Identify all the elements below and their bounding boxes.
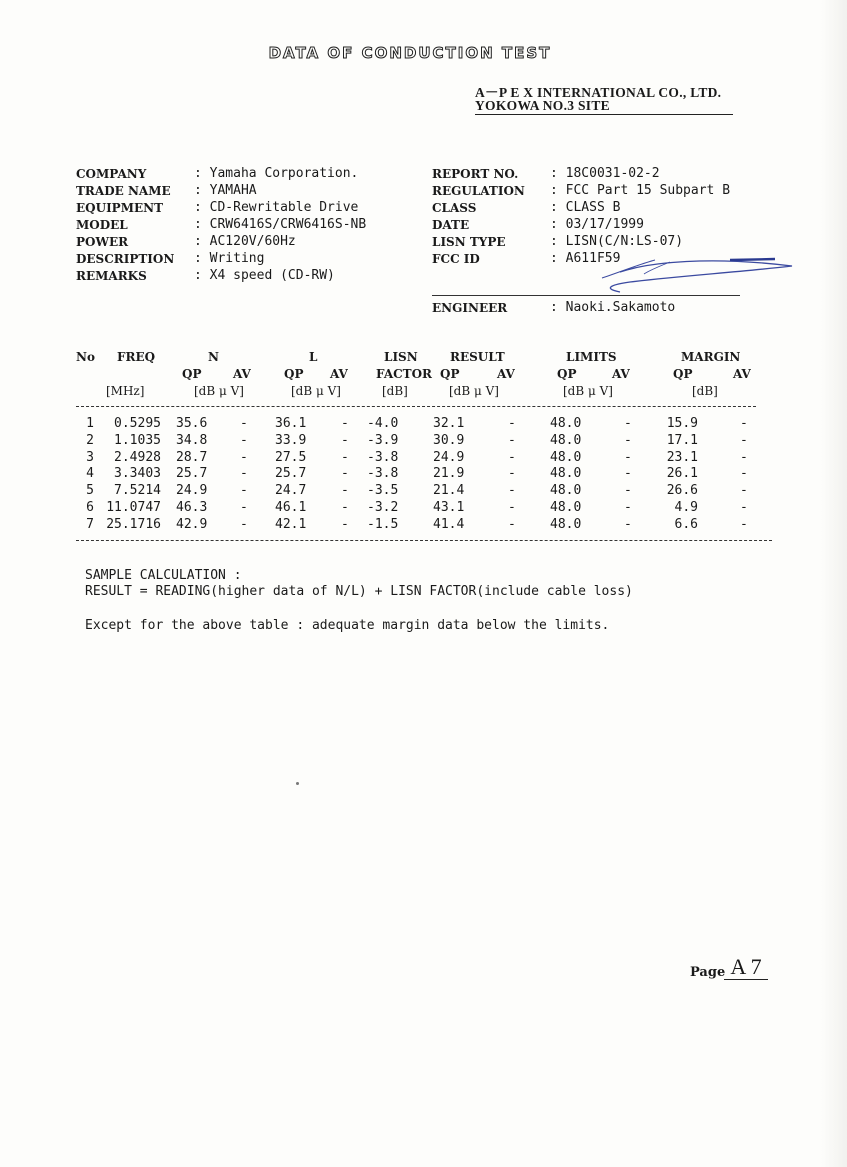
margin-unit: [dB]: [692, 384, 718, 398]
cell-no: 6: [86, 500, 94, 515]
cell-mar-av: -: [740, 516, 748, 532]
page-title: DATA OF CONDUCTION TEST: [268, 44, 552, 62]
cell-lim-av: -: [624, 449, 632, 465]
cell-mar-qp: 15.9: [666, 416, 698, 431]
description-label: DESCRIPTION: [76, 252, 175, 266]
cell-lim-qp: 48.0: [550, 449, 582, 465]
cell-mar-av: -: [740, 432, 748, 448]
cell-lisn: -3.8: [367, 466, 399, 482]
cell-freq: 0.5295: [114, 416, 161, 431]
cell-n-qp: 46.3: [176, 500, 208, 515]
cell-lisn: -3.9: [367, 432, 399, 448]
class-value: : CLASS B: [550, 200, 621, 215]
lisn-type-value: : LISN(C/N:LS-07): [550, 234, 684, 249]
company-label: COMPANY: [76, 167, 147, 181]
cell-res-qp: 41.4: [433, 516, 465, 532]
company-value: : Yamaha Corporation.: [194, 166, 359, 181]
engineer-label: ENGINEER: [432, 301, 508, 315]
cell-l-qp: 36.1: [275, 416, 307, 431]
cell-lim-qp: 48.0: [550, 416, 582, 431]
remarks-value-text: X4 speed (CD-RW): [209, 268, 335, 283]
class-value-text: CLASS B: [565, 200, 621, 215]
l-unit: [dB μ V]: [291, 384, 341, 398]
remarks-label: REMARKS: [76, 269, 147, 283]
n-av-header: AV: [233, 367, 251, 381]
cell-l-av: -: [341, 416, 349, 431]
lisn-type-label: LISN TYPE: [432, 235, 506, 249]
model-value-text: CRW6416S/CRW6416S-NB: [209, 217, 367, 232]
fcc-id-label: FCC ID: [432, 252, 480, 266]
cell-lisn: -3.8: [367, 449, 399, 465]
engineer-value-text: Naoki.Sakamoto: [565, 300, 676, 315]
cell-mar-qp: 26.6: [666, 483, 698, 499]
cell-no: 1: [86, 416, 94, 431]
col-result: RESULT: [450, 350, 505, 364]
regulation-value-text: FCC Part 15 Subpart B: [565, 183, 731, 198]
cell-no: 3: [86, 449, 94, 465]
date-value: : 03/17/1999: [550, 217, 644, 232]
cell-mar-qp: 17.1: [666, 432, 698, 448]
cell-lim-qp: 48.0: [550, 483, 582, 499]
cell-lim-qp: 48.0: [550, 516, 582, 532]
l-av-header: AV: [330, 367, 348, 381]
cell-mar-av: -: [740, 449, 748, 465]
sample-calc-title: SAMPLE CALCULATION :: [85, 568, 242, 583]
report-no-value-text: 18C0031-02-2: [565, 166, 660, 181]
cell-lisn: -4.0: [367, 416, 399, 431]
cell-l-av: -: [341, 483, 349, 499]
company-value-text: Yamaha Corporation.: [209, 166, 359, 181]
cell-l-qp: 25.7: [275, 466, 307, 482]
cell-n-av: -: [240, 416, 248, 431]
engineer-value: : Naoki.Sakamoto: [550, 300, 676, 315]
cell-n-qp: 42.9: [176, 516, 208, 532]
report-no-value: : 18C0031-02-2: [550, 166, 660, 181]
report-no-label: REPORT NO.: [432, 167, 519, 181]
description-value: : Writing: [194, 251, 265, 266]
cell-mar-av: -: [740, 416, 748, 431]
cell-lim-qp: 48.0: [550, 500, 582, 515]
col-no: No: [76, 350, 95, 364]
cell-l-qp: 33.9: [275, 432, 307, 448]
result-av-header: AV: [497, 367, 515, 381]
col-lisn: LISN: [384, 350, 418, 364]
engineer-signature-line: [432, 295, 740, 296]
cell-mar-av: -: [740, 500, 748, 515]
cell-lisn: -1.5: [367, 516, 399, 532]
cell-no: 5: [86, 483, 94, 499]
cell-freq: 25.1716: [106, 516, 161, 532]
class-label: CLASS: [432, 201, 477, 215]
col-freq: FREQ: [117, 350, 156, 364]
limits-unit: [dB μ V]: [563, 384, 613, 398]
power-value-text: AC120V/60Hz: [209, 234, 296, 249]
cell-no: 7: [86, 516, 94, 532]
cell-freq: 11.0747: [106, 500, 161, 515]
cell-res-qp: 43.1: [433, 500, 465, 515]
cell-n-av: -: [240, 483, 248, 499]
cell-n-qp: 25.7: [176, 466, 208, 482]
regulation-value: : FCC Part 15 Subpart B: [550, 183, 731, 198]
cell-l-qp: 46.1: [275, 500, 307, 515]
engineer-signature: [560, 248, 800, 296]
result-unit: [dB μ V]: [449, 384, 499, 398]
page-label: Page: [690, 965, 726, 980]
lab-site: [475, 98, 733, 115]
trade-name-value-text: YAMAHA: [209, 183, 257, 198]
cell-n-av: -: [240, 449, 248, 465]
cell-n-qp: 34.8: [176, 432, 208, 448]
cell-res-qp: 32.1: [433, 416, 465, 431]
cell-res-av: -: [508, 449, 516, 465]
cell-no: 2: [86, 432, 94, 448]
fcc-id-value-text: A611F59: [565, 251, 621, 266]
limits-av-header: AV: [612, 367, 630, 381]
sample-calc-formula: RESULT = READING(higher data of N/L) + LISN FACTOR(include cable loss): [85, 584, 633, 599]
cell-res-qp: 21.9: [433, 466, 465, 482]
col-n: N: [208, 350, 219, 364]
margin-qp-header: QP: [673, 367, 693, 381]
cell-n-av: -: [240, 516, 248, 532]
trade-name-value: : YAMAHA: [194, 183, 257, 198]
cell-res-av: -: [508, 466, 516, 482]
cell-lim-qp: 48.0: [550, 432, 582, 448]
col-limits: LIMITS: [566, 350, 617, 364]
lisn-unit: [dB]: [382, 384, 408, 398]
cell-n-av: -: [240, 432, 248, 448]
cell-n-qp: 35.6: [176, 416, 208, 431]
cell-lisn: -3.2: [367, 500, 399, 515]
cell-mar-qp: 4.9: [674, 500, 698, 515]
cell-n-qp: 24.9: [176, 483, 208, 499]
cell-lim-av: -: [624, 516, 632, 532]
trade-name-label: TRADE NAME: [76, 184, 171, 198]
cell-mar-av: -: [740, 483, 748, 499]
cell-l-av: -: [341, 466, 349, 482]
freq-unit: [MHz]: [106, 384, 145, 398]
cell-res-av: -: [508, 516, 516, 532]
cell-n-av: -: [240, 466, 248, 482]
power-value: : AC120V/60Hz: [194, 234, 296, 249]
col-l: L: [309, 350, 318, 364]
cell-freq: 2.4928: [114, 449, 161, 465]
cell-lim-av: -: [624, 416, 632, 431]
result-qp-header: QP: [440, 367, 460, 381]
cell-mar-qp: 23.1: [666, 449, 698, 465]
cell-res-qp: 24.9: [433, 449, 465, 465]
fcc-id-value: : A611F59: [550, 251, 621, 266]
cell-res-av: -: [508, 500, 516, 515]
lisn-type-value-text: LISN(C/N:LS-07): [565, 234, 684, 249]
n-qp-header: QP: [182, 367, 202, 381]
cell-lim-av: -: [624, 483, 632, 499]
cell-l-av: -: [341, 449, 349, 465]
limits-qp-header: QP: [557, 367, 577, 381]
cell-freq: 3.3403: [114, 466, 161, 482]
equipment-value: : CD-Rewritable Drive: [194, 200, 359, 215]
equipment-value-text: CD-Rewritable Drive: [209, 200, 359, 215]
cell-res-av: -: [508, 416, 516, 431]
equipment-label: EQUIPMENT: [76, 201, 164, 215]
scan-speck: [296, 782, 299, 785]
cell-mar-av: -: [740, 466, 748, 482]
model-label: MODEL: [76, 218, 128, 232]
date-label: DATE: [432, 218, 470, 232]
cell-lim-av: -: [624, 432, 632, 448]
cell-res-av: -: [508, 432, 516, 448]
cell-n-av: -: [240, 500, 248, 515]
lisn-factor-header: FACTOR: [376, 367, 433, 381]
page-edge: [821, 0, 847, 1167]
cell-l-qp: 24.7: [275, 483, 307, 499]
except-note: Except for the above table : adequate margin data below the limits.: [85, 618, 610, 633]
cell-res-av: -: [508, 483, 516, 499]
cell-lisn: -3.5: [367, 483, 399, 499]
cell-lim-av: -: [624, 466, 632, 482]
model-value: : CRW6416S/CRW6416S-NB: [194, 217, 367, 232]
col-margin: MARGIN: [681, 350, 741, 364]
remarks-value: : X4 speed (CD-RW): [194, 268, 335, 283]
cell-mar-qp: 6.6: [674, 516, 698, 532]
lab-name: A－P E X INTERNATIONAL CO., LTD.: [475, 85, 722, 100]
date-value-text: 03/17/1999: [565, 217, 644, 232]
margin-av-header: AV: [733, 367, 751, 381]
l-qp-header: QP: [284, 367, 304, 381]
cell-freq: 1.1035: [114, 432, 161, 448]
table-top-rule: [76, 406, 756, 407]
lab-site-text: YOKOWA NO.3 SITE: [475, 98, 610, 113]
description-value-text: Writing: [209, 251, 265, 266]
power-label: POWER: [76, 235, 129, 249]
cell-res-qp: 21.4: [433, 483, 465, 499]
cell-n-qp: 28.7: [176, 449, 208, 465]
cell-lim-av: -: [624, 500, 632, 515]
cell-no: 4: [86, 466, 94, 482]
cell-l-av: -: [341, 500, 349, 515]
cell-mar-qp: 26.1: [666, 466, 698, 482]
cell-freq: 7.5214: [114, 483, 161, 499]
cell-l-qp: 27.5: [275, 449, 307, 465]
cell-l-qp: 42.1: [275, 516, 307, 532]
cell-l-av: -: [341, 516, 349, 532]
cell-l-av: -: [341, 432, 349, 448]
cell-res-qp: 30.9: [433, 432, 465, 448]
page-number: A 7: [724, 955, 768, 980]
n-unit: [dB μ V]: [194, 384, 244, 398]
regulation-label: REGULATION: [432, 184, 525, 198]
table-bottom-rule: [76, 540, 772, 541]
cell-lim-qp: 48.0: [550, 466, 582, 482]
